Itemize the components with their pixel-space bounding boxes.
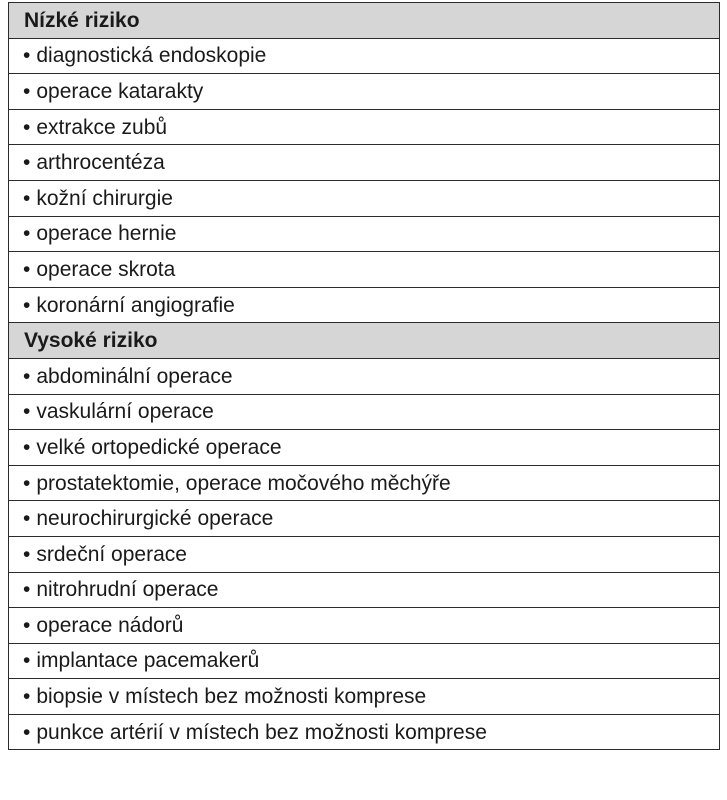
list-item: [9, 465, 720, 501]
bullet-icon: •: [23, 507, 31, 531]
list-item: [9, 714, 720, 750]
list-item: [9, 536, 720, 572]
list-item: [9, 572, 720, 608]
list-item-text: prostatektomie, operace močového měchýře: [36, 471, 451, 495]
list-item-text: punkce artérií v místech bez možnosti komprese: [36, 720, 487, 744]
list-item-text: velké ortopedické operace: [36, 435, 282, 459]
list-item-text: nitrohrudní operace: [36, 578, 219, 602]
list-item: [9, 216, 720, 252]
table-row: [9, 643, 720, 679]
bullet-icon: •: [23, 720, 31, 744]
table-row: [9, 38, 720, 74]
list-item: [9, 74, 720, 110]
bullet-icon: •: [23, 115, 31, 139]
bullet-icon: •: [23, 685, 31, 709]
bullet-icon: •: [23, 471, 31, 495]
bullet-icon: •: [23, 222, 31, 246]
table-row: [9, 430, 720, 466]
list-item-text: diagnostická endoskopie: [36, 44, 267, 68]
list-item: [9, 643, 720, 679]
list-item: [9, 430, 720, 466]
bullet-icon: •: [23, 613, 31, 637]
table-row: [9, 74, 720, 110]
table-row: [9, 608, 720, 644]
bullet-icon: •: [23, 44, 31, 68]
list-item-text: operace hernie: [36, 222, 177, 246]
list-item-text: koronární angiografie: [36, 293, 235, 317]
bullet-icon: •: [23, 400, 31, 424]
list-item-text: abdominální operace: [36, 364, 233, 388]
section-title: Nízké riziko: [9, 3, 720, 39]
table-row: [9, 216, 720, 252]
list-item: [9, 501, 720, 537]
table-row: [9, 358, 720, 394]
list-item: [9, 608, 720, 644]
bullet-icon: •: [23, 578, 31, 602]
list-item-text: srdeční operace: [36, 542, 187, 566]
table-row: [9, 145, 720, 181]
list-item: [9, 394, 720, 430]
table-row: [9, 501, 720, 537]
list-item-text: neurochirurgické operace: [36, 507, 274, 531]
list-item-text: operace skrota: [36, 257, 176, 281]
table-row: [9, 180, 720, 216]
list-item: [9, 109, 720, 145]
table-row: [9, 679, 720, 715]
table-row: [9, 465, 720, 501]
table-row: [9, 394, 720, 430]
list-item-text: operace katarakty: [36, 79, 204, 103]
list-item: [9, 38, 720, 74]
table-row: [9, 109, 720, 145]
table-row: [9, 714, 720, 750]
bullet-icon: •: [23, 435, 31, 459]
table-row: [9, 252, 720, 288]
section-header-row: [9, 323, 720, 359]
list-item-text: kožní chirurgie: [36, 186, 173, 210]
list-item: [9, 252, 720, 288]
table-row: [9, 287, 720, 323]
list-item-text: biopsie v místech bez možnosti komprese: [36, 685, 427, 709]
list-item-text: implantace pacemakerů: [36, 649, 260, 673]
list-item-text: operace nádorů: [36, 613, 184, 637]
table-row: [9, 536, 720, 572]
list-item: [9, 679, 720, 715]
list-item: [9, 180, 720, 216]
section-title: Vysoké riziko: [9, 323, 720, 359]
risk-table: [8, 2, 720, 750]
list-item-text: arthrocentéza: [36, 151, 165, 175]
bullet-icon: •: [23, 293, 31, 317]
bullet-icon: •: [23, 257, 31, 281]
list-item-text: extrakce zubů: [36, 115, 168, 139]
bullet-icon: •: [23, 649, 31, 673]
list-item-text: vaskulární operace: [36, 400, 214, 424]
section-header-row: [9, 3, 720, 39]
table-row: [9, 572, 720, 608]
risk-table-body: [9, 3, 720, 750]
bullet-icon: •: [23, 186, 31, 210]
list-item: [9, 358, 720, 394]
list-item: [9, 145, 720, 181]
bullet-icon: •: [23, 151, 31, 175]
list-item: [9, 287, 720, 323]
bullet-icon: •: [23, 364, 31, 388]
bullet-icon: •: [23, 542, 31, 566]
bullet-icon: •: [23, 79, 31, 103]
